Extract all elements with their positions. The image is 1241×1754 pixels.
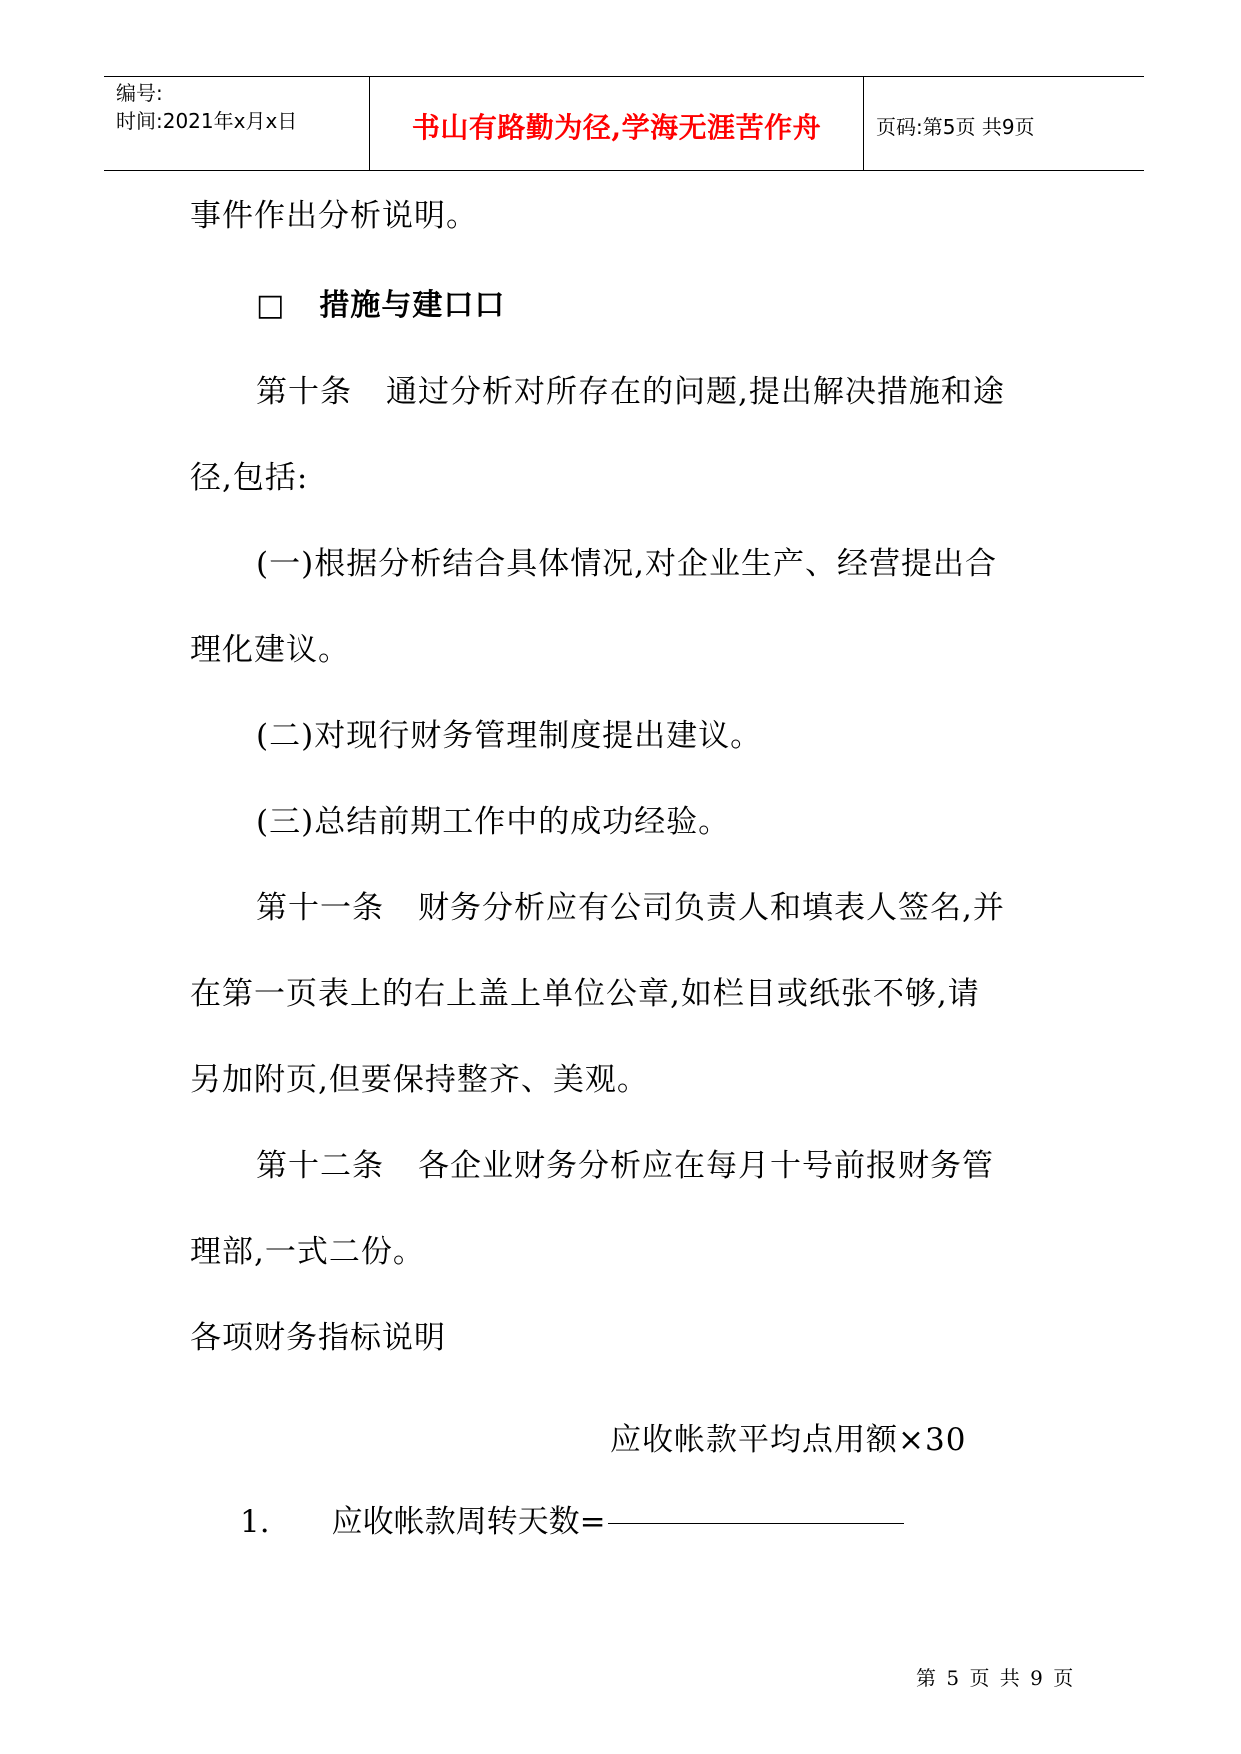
fraction-bar (608, 1523, 904, 1524)
section-title: 各项财务指标说明 (190, 1320, 446, 1356)
list-item-3: (三)总结前期工作中的成功经验。 (256, 804, 731, 840)
document-time-label: 时间:2021年x月x日 (116, 109, 298, 133)
paragraph-line: 在第一页表上的右上盖上单位公章,如栏目或纸张不够,请 (190, 976, 980, 1012)
header-page-info: 页码:第5页 共9页 (876, 115, 1035, 139)
article-11 (256, 888, 1005, 928)
article-11-label: 第十一条 (256, 890, 384, 926)
article-10-text: 通过分析对所存在的问题,提出解决措施和途 (386, 374, 1005, 410)
formula-index: 1. (240, 1504, 270, 1540)
article-12 (256, 1146, 994, 1186)
header-page-cell (864, 77, 1144, 170)
formula-row (240, 1502, 904, 1542)
paragraph-line: 径,包括: (190, 460, 309, 496)
heading-marker: □ (256, 288, 286, 323)
article-10 (256, 372, 1005, 412)
list-item-2: (二)对现行财务管理制度提出建议。 (256, 718, 763, 754)
header-motto-cell (370, 77, 864, 170)
article-10-label: 第十条 (256, 374, 352, 410)
document-number-label: 编号: (116, 81, 163, 105)
article-12-label: 第十二条 (256, 1148, 384, 1184)
paragraph-line: 理化建议。 (190, 632, 350, 668)
paragraph-line: 事件作出分析说明。 (190, 198, 478, 234)
header-motto: 书山有路勤为径,学海无涯苦作舟 (411, 111, 822, 144)
header-meta-cell (104, 77, 370, 170)
article-11-text: 财务分析应有公司负责人和填表人签名,并 (418, 890, 1005, 926)
formula-numerator: 应收帐款平均点用额×30 (610, 1422, 967, 1458)
paragraph-line: 另加附页,但要保持整齐、美观。 (190, 1062, 649, 1098)
paragraph-line: 理部,一式二份。 (190, 1234, 425, 1270)
page-header (104, 76, 1144, 171)
list-item-1: (一)根据分析结合具体情况,对企业生产、经营提出合 (256, 546, 998, 582)
formula-name: 应收帐款周转天数= (331, 1504, 606, 1540)
section-heading (256, 286, 505, 326)
page-footer: 第 5 页 共 9 页 (916, 1666, 1076, 1690)
article-12-text: 各企业财务分析应在每月十号前报财务管 (418, 1148, 994, 1184)
heading-text: 措施与建口口 (319, 288, 506, 323)
